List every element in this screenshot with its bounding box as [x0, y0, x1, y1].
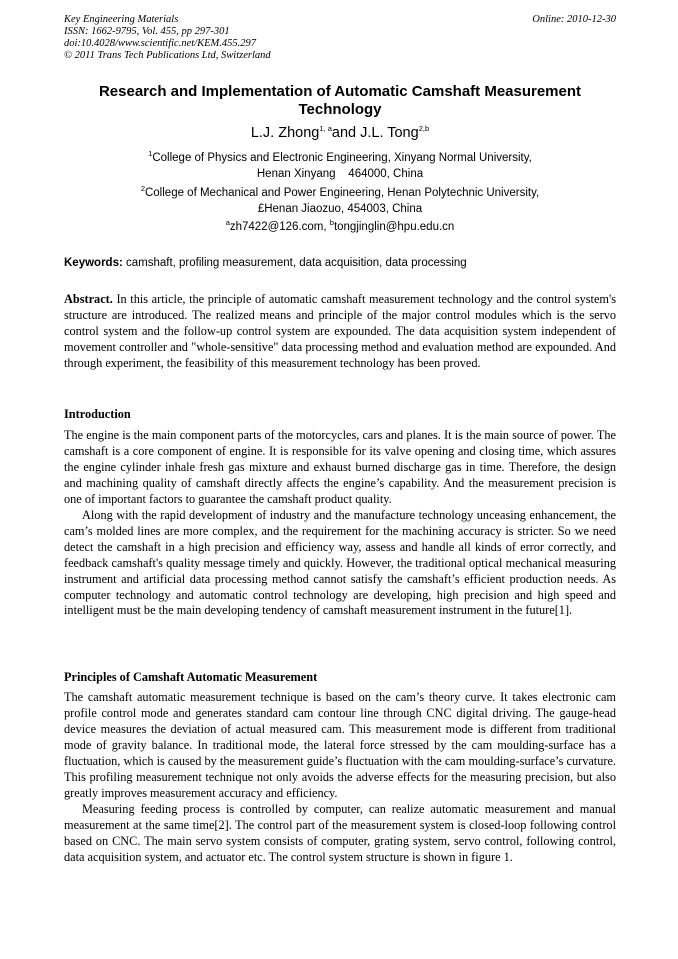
principles-body — [64, 690, 616, 865]
affiliation-1 — [64, 150, 616, 182]
doi-line: doi:10.4028/www.scientific.net/KEM.455.297 — [64, 38, 256, 49]
affiliation-2-line-2: £Henan Jiaozuo, 454003, China — [257, 203, 423, 215]
author-line — [64, 124, 616, 142]
author-2-name: J.L. Tong — [360, 125, 419, 141]
online-date: Online: 2010-12-30 — [532, 14, 616, 25]
journal-name: Key Engineering Materials — [64, 14, 179, 25]
abstract — [64, 291, 616, 371]
author-1-name: L.J. Zhong — [250, 125, 320, 141]
introduction-paragraph-1: The engine is the main component parts of the motorcycles, cars and planes. It is the main source of power. The camshaft is a core component of engine. It is responsible for its valve opening and closing time, which assures the engine cylinder inhale fresh gas mixture and exhaust burned discharge gas in time. Therefore, the design and machining quality of camshaft directly affects the engine’s capability. And the measurement precision is one of important factors to guarantee the camshaft product quality. — [64, 428, 616, 506]
affiliation-1-line-1: College of Physics and Electronic Engineering, Xinyang Normal University, — [152, 152, 532, 164]
keywords — [64, 255, 616, 271]
email-a-mark: a — [225, 218, 230, 228]
copyright-line: © 2011 Trans Tech Publications Ltd, Switzerland — [64, 50, 271, 61]
paper-title: Research and Implementation of Automatic Camshaft Measurement Technology — [98, 83, 582, 118]
author-2-affiliation-mark: 2,b — [418, 124, 430, 134]
email-b[interactable]: tongjinglin@hpu.edu.cn — [333, 221, 455, 233]
principles-paragraph-2: Measuring feeding process is controlled by computer, can realize automatic measurement and manual measurement at the same time[2]. The control part of the measurement system is closed-loop following control based on CNC. The main servo system consists of computer, grating system, servo control, following control, data acquisition system, and actuator etc. The control system structure is shown in figure 1. — [64, 801, 616, 864]
principles-paragraph-1: The camshaft automatic measurement technique is based on the cam’s theory curve. It takes electronic cam profile control mode and generates standard cam contour line through CNC digital driving. The gauge-head device measures the deviation of actual measured cam. This measurement mode is different from traditional mode of gravity balance. In traditional mode, the lateral force stressed by the cam moulding-surface has a fluctuation, which is caused by the measurement guide’s fluctuation with the cam moulding-surface’s curvature. This profiling measurement technique not only avoids the adverse effects for the measuring precision, but also greatly improves measurement accuracy and efficiency. — [64, 690, 616, 800]
author-1-affiliation-mark: 1, a — [319, 124, 332, 134]
affiliation-2 — [64, 185, 616, 217]
issn-line: ISSN: 1662-9795, Vol. 455, pp 297-301 — [64, 26, 230, 37]
keywords-text: camshaft, profiling measurement, data acquisition, data processing — [122, 257, 467, 269]
email-line — [64, 220, 616, 234]
affiliation-1-line-2: Henan Xinyang 464000, China — [256, 168, 424, 180]
introduction-paragraph-2: Along with the rapid development of industry and the manufacture technology unceasing enhancement, the cam’s molded lines are more complex, and the requirement for the machining accuracy is stricter. So we need detect the camshaft in a high precision and efficiency way, assess and handle all kinds of error correctly, and feedback camshaft's quality message timely and quickly. However, the traditional optical mechanical measuring instrument and artificial data processing method cannot satisfy the camshaft’s efficient production needs. As computer technology and automatic control technology are developing, high precision and high speed and intelligent must be the main developing tendency of camshaft measurement instrument in the future[1]. — [64, 507, 616, 618]
affiliation-2-line-1: College of Mechanical and Power Engineering, Henan Polytechnic University, — [144, 187, 540, 199]
affiliation-1-mark: 1 — [148, 149, 153, 159]
keywords-label: Keywords: — [64, 257, 123, 269]
introduction-heading: Introduction — [64, 407, 131, 421]
abstract-label: Abstract. — [64, 292, 113, 306]
author-joiner: and — [331, 125, 357, 141]
introduction-body — [64, 428, 616, 619]
email-a[interactable]: zh7422@126.com, — [229, 221, 330, 233]
principles-heading: Principles of Camshaft Automatic Measurement — [64, 670, 318, 684]
journal-header — [64, 14, 616, 62]
affiliation-2-mark: 2 — [140, 184, 145, 194]
email-b-mark: b — [329, 218, 334, 228]
abstract-text: In this article, the principle of automatic camshaft measurement technology and the control system's structure are introduced. The realized means and principle of the major control modules which is the servo control system and the follow-up control system are expounded. The data acquisition system independent of movement controller and "whole-sensitive" data processing method and evaluation method are expounded. And through experiment, the feasibility of this measurement technology has been proved. — [64, 292, 616, 371]
